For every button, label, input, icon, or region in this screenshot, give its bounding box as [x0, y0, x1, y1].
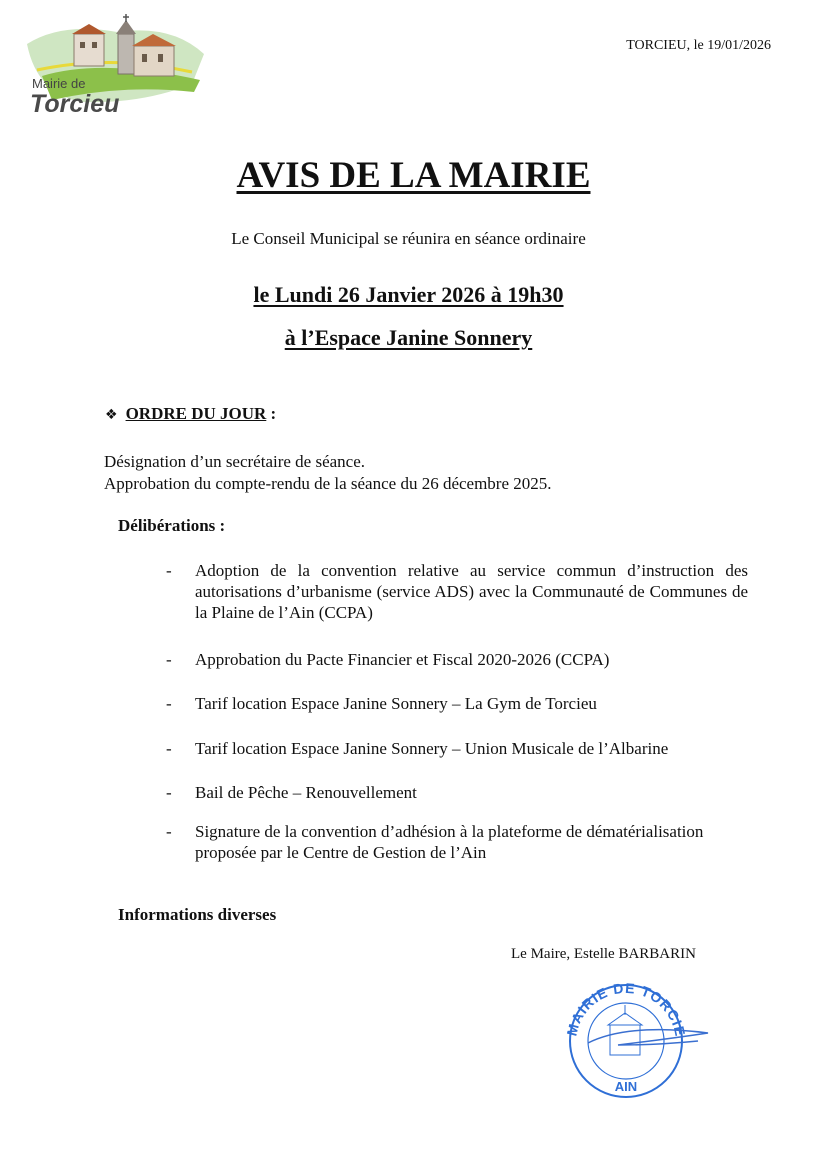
deliberation-text: Tarif location Espace Janine Sonnery – Union Musicale de l’Albarine — [195, 739, 669, 758]
deliberation-text: Tarif location Espace Janine Sonnery – La Gym de Torcieu — [195, 694, 597, 713]
deliberation-item — [166, 693, 748, 714]
deliberation-text: Approbation du Pacte Financier et Fiscal 2020-2026 (CCPA) — [195, 650, 610, 669]
intro-text: Le Conseil Municipal se réunira en séance ordinaire — [231, 229, 586, 248]
agenda-heading-suffix: : — [266, 404, 277, 423]
dash-bullet: - — [166, 650, 172, 669]
mairie-logo — [22, 14, 207, 122]
logo-line1: Mairie de — [32, 76, 86, 91]
signature-scribble — [588, 1030, 708, 1045]
document-date: TORCIEU, le 19/01/2026 — [626, 38, 771, 53]
meeting-datetime: le Lundi 26 Janvier 2026 à 19h30 — [253, 282, 564, 307]
dash-bullet: - — [166, 783, 172, 802]
page-title: AVIS DE LA MAIRIE — [236, 155, 591, 196]
deliberation-text: Adoption de la convention relative au service commun d’instruction des autorisations d’urbanisme (service ADS) avec la Communauté de Communes de la Plaine de l’Ain (CCPA) — [195, 561, 748, 622]
deliberation-item — [166, 560, 748, 623]
deliberation-item — [166, 821, 748, 863]
signature-line: Le Maire, Estelle BARBARIN — [511, 946, 696, 962]
deliberation-item — [166, 649, 748, 670]
preliminary-item: Approbation du compte-rendu de la séance du 26 décembre 2025. — [104, 474, 552, 493]
official-stamp — [558, 983, 718, 1101]
diamond-bullet-icon: ❖ — [105, 407, 118, 423]
deliberation-item — [166, 782, 748, 803]
stamp-bottom-text: AIN — [614, 1079, 638, 1094]
deliberation-text: Bail de Pêche – Renouvellement — [195, 783, 417, 802]
logo-line2: Torcieu — [30, 90, 120, 118]
dash-bullet: - — [166, 561, 172, 580]
dash-bullet: - — [166, 739, 172, 758]
deliberation-item — [166, 738, 748, 759]
dash-bullet: - — [166, 822, 172, 841]
stamp-top-text: MAIRIE DE TORCIE — [563, 983, 689, 1039]
preliminary-items — [104, 451, 552, 495]
preliminary-item: Désignation d’un secrétaire de séance. — [104, 452, 366, 471]
deliberation-text: Signature de la convention d’adhésion à la plateforme de dématérialisation proposée par le Centre de Gestion de l’Ain — [195, 822, 704, 862]
meeting-venue: à l’Espace Janine Sonnery — [284, 325, 533, 350]
deliberations-title: Délibérations : — [118, 516, 226, 535]
agenda-heading-label: ORDRE DU JOUR — [125, 404, 267, 423]
info-title: Informations diverses — [118, 905, 277, 924]
dash-bullet: - — [166, 694, 172, 713]
agenda-heading — [105, 404, 276, 424]
